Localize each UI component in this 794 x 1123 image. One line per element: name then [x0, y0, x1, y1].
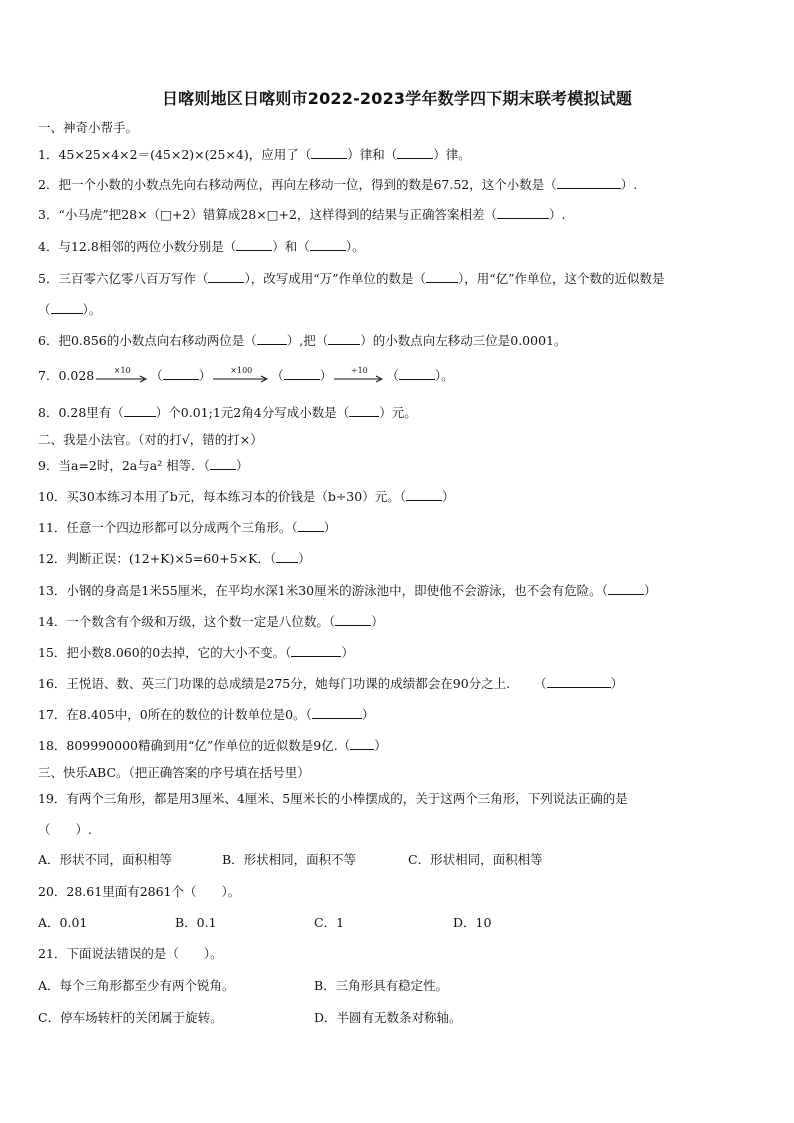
question-3	[38, 207, 565, 223]
section-heading-2: 二、我是小法官。（对的打√，错的打×）	[38, 432, 263, 447]
answer-blank[interactable]	[349, 405, 379, 417]
option-a[interactable]: A．0.01	[38, 915, 88, 930]
question-text: ）	[361, 707, 375, 722]
question-14	[38, 614, 384, 630]
question-19: 19．有两个三角形，都是用3厘米、4厘米、5厘米长的小棒摆成的，关于这两个三角形，下列说法正确的是	[38, 791, 628, 806]
question-text: （	[271, 368, 284, 383]
answer-blank[interactable]	[284, 368, 320, 380]
question-text: ）,把（	[286, 333, 329, 348]
answer-blank[interactable]	[497, 207, 549, 219]
question-1	[38, 147, 471, 163]
question-7	[38, 365, 454, 385]
question-text: 6．把0.856的小数点向右移动两位是（	[38, 333, 257, 348]
answer-blank[interactable]	[397, 147, 433, 159]
question-text: 10．买30本练习本用了b元，每本练习本的价钱是（b÷30）元。（	[38, 489, 406, 504]
question-20-options	[38, 915, 491, 931]
question-12	[38, 551, 311, 567]
question-text: （	[38, 302, 51, 317]
arrow-times-100	[213, 365, 269, 385]
answer-blank[interactable]	[163, 368, 199, 380]
answer-blank[interactable]	[335, 614, 371, 626]
option-a[interactable]: A．每个三角形都至少有两个锐角。	[38, 978, 235, 993]
arrow-label: ×10	[113, 365, 131, 375]
question-text: ）	[323, 520, 337, 535]
option-b[interactable]: B．三角形具有稳定性。	[314, 978, 449, 993]
answer-blank[interactable]	[312, 707, 362, 719]
option-c[interactable]: C．1	[314, 915, 345, 930]
question-text: （	[150, 368, 163, 383]
question-21-options-row2	[38, 1010, 462, 1026]
question-19-options	[38, 852, 543, 868]
question-13	[38, 583, 656, 599]
question-text: ）	[235, 458, 249, 473]
answer-blank[interactable]	[124, 405, 156, 417]
question-text: ）	[371, 614, 384, 629]
question-text: ）律。	[433, 147, 471, 162]
question-text: 7．0.028	[38, 368, 95, 383]
answer-blank[interactable]	[291, 645, 341, 657]
question-text: 3．“小马虎”把28×（□+2）错算成28×□+2，这样得到的结果与正确答案相差（	[38, 207, 497, 222]
section-heading-3: 三、快乐ABC。（把正确答案的序号填在括号里）	[38, 765, 310, 780]
question-5-continued	[38, 302, 101, 318]
answer-blank[interactable]	[406, 489, 442, 501]
option-c[interactable]: C．形状相同，面积相等	[408, 852, 543, 867]
question-text: ）	[198, 368, 212, 383]
question-text: ）的小数点向左移动三位是0.0001。	[360, 333, 567, 348]
option-b[interactable]: B．形状相同，面积不等	[222, 852, 357, 867]
question-19-continued: （ ）.	[38, 822, 92, 837]
arrow-divide-10	[334, 365, 384, 385]
arrow-label: ÷10	[350, 365, 368, 375]
question-21: 21．下面说法错误的是（ ）。	[38, 946, 223, 961]
question-text: ）和（	[272, 239, 310, 254]
answer-blank[interactable]	[276, 551, 298, 563]
question-18	[38, 738, 387, 754]
question-text: 12．判断正误：(12+K)×5=60+5×K．（	[38, 551, 277, 566]
right-arrow-icon	[334, 375, 384, 383]
question-6	[38, 333, 566, 349]
question-9	[38, 458, 248, 474]
section-heading-1: 一、神奇小帮手。	[38, 120, 139, 135]
answer-blank[interactable]	[311, 147, 347, 159]
question-text: ），用“亿”作单位，这个数的近似数是	[458, 271, 665, 286]
answer-blank[interactable]	[298, 520, 324, 532]
answer-blank[interactable]	[350, 738, 374, 750]
option-d[interactable]: D．10	[453, 915, 492, 930]
page-title: 日喀则地区日喀则市2022-2023学年数学四下期末联考模拟试题	[161, 89, 633, 108]
answer-blank[interactable]	[310, 239, 346, 251]
option-c[interactable]: C．停车场转杆的关闭属于旋转。	[38, 1010, 223, 1025]
arrow-label: ×100	[230, 365, 253, 375]
question-text: 9．当a=2时，2a与a² 相等．（	[38, 458, 210, 473]
question-text: ）个0.01;1元2角4分写成小数是（	[155, 405, 350, 420]
arrow-times-10	[96, 365, 148, 385]
question-text: ）	[374, 738, 387, 753]
answer-blank[interactable]	[557, 177, 621, 189]
question-2	[38, 177, 637, 193]
question-text: 18．809990000精确到用“亿”作单位的近似数是9亿.（	[38, 738, 351, 753]
question-10	[38, 489, 454, 505]
question-text: ）	[298, 551, 311, 566]
question-text: 15．把小数8.060的0去掉，它的大小不变。（	[38, 645, 292, 660]
question-text: ）	[610, 676, 624, 691]
answer-blank[interactable]	[257, 333, 287, 345]
question-text: ）.	[548, 207, 566, 222]
question-text: ）	[643, 583, 657, 598]
question-text: （	[386, 368, 399, 383]
answer-blank[interactable]	[399, 368, 435, 380]
question-text: 2．把一个小数的小数点先向右移动两位，再向左移动一位，得到的数是67.52，这个小数是（	[38, 177, 557, 192]
question-text: ）。	[345, 239, 365, 254]
question-15	[38, 645, 354, 661]
question-text: （	[534, 676, 547, 691]
question-text: 16．王悦语、数、英三门功课的总成绩是275分，她每门功课的成绩都会在90分之上.	[38, 676, 511, 691]
question-text: ），改写成用“万”作单位的数是（	[244, 271, 427, 286]
answer-blank[interactable]	[608, 583, 644, 595]
question-20: 20．28.61里面有2861个（ ）。	[38, 884, 241, 899]
question-16	[38, 676, 623, 692]
question-text: ）元。	[379, 405, 417, 420]
question-21-options-row1	[38, 978, 448, 994]
question-text: 5．三百零六亿零八百万写作（	[38, 271, 209, 286]
option-d[interactable]: D．半圆有无数条对称轴。	[314, 1010, 462, 1025]
right-arrow-icon	[213, 375, 269, 383]
answer-blank[interactable]	[328, 333, 360, 345]
question-8	[38, 405, 417, 421]
answer-blank[interactable]	[426, 271, 458, 283]
answer-blank[interactable]	[51, 302, 83, 314]
right-arrow-icon	[96, 375, 148, 383]
question-text: 13．小钢的身高是1米55厘米，在平均水深1米30厘米的游泳池中，即使他不会游泳，也不会有危险。（	[38, 583, 608, 598]
question-5	[38, 271, 665, 287]
question-4	[38, 239, 365, 255]
question-text: 17．在8.405中，0所在的数位的计数单位是0。（	[38, 707, 312, 722]
question-text: ）律和（	[347, 147, 398, 162]
question-text: 4．与12.8相邻的两位小数分别是（	[38, 239, 237, 254]
question-text: ）。	[434, 368, 454, 383]
question-text: ）。	[82, 302, 102, 317]
question-text: 14．一个数含有个级和万级，这个数一定是八位数。（	[38, 614, 336, 629]
question-text: ）	[341, 645, 354, 660]
question-text: ）	[319, 368, 333, 383]
question-text: 1．45×25×4×2＝(45×2)×(25×4)，应用了（	[38, 147, 312, 162]
question-17	[38, 707, 374, 723]
answer-blank[interactable]	[547, 676, 611, 688]
question-text: 11．任意一个四边形都可以分成两个三角形。（	[38, 520, 298, 535]
question-text: 8．0.28里有（	[38, 405, 124, 420]
option-b[interactable]: B．0.1	[175, 915, 217, 930]
question-text: ）	[441, 489, 455, 504]
option-a[interactable]: A．形状不同，面积相等	[38, 852, 173, 867]
answer-blank[interactable]	[210, 458, 236, 470]
answer-blank[interactable]	[208, 271, 244, 283]
question-text: ）.	[620, 177, 638, 192]
question-11	[38, 520, 336, 536]
answer-blank[interactable]	[236, 239, 272, 251]
